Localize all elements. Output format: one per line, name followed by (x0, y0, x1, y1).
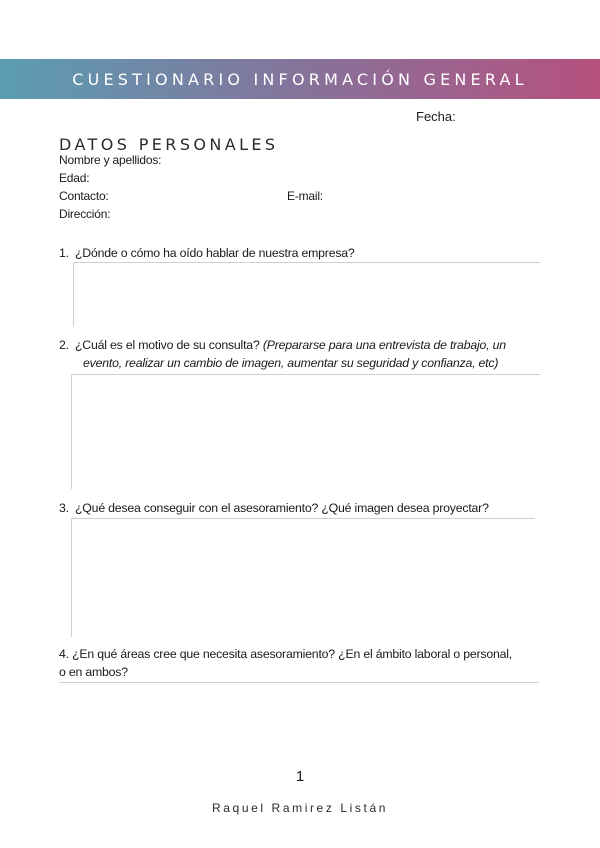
question-2 (59, 336, 506, 372)
question-text: ¿Cuál es el motivo de su consulta? (75, 338, 260, 352)
email-field-label: E-mail: (287, 189, 323, 203)
section-title-personal-data: DATOS PERSONALES (59, 135, 279, 154)
question-number: 1. (59, 246, 69, 260)
answer-box-2[interactable] (71, 374, 540, 489)
question-number: 4. (59, 647, 69, 661)
question-example-line1: (Prepararse para una entrevista de trabajo, un (262, 338, 506, 352)
page-number: 1 (295, 768, 305, 785)
contact-field-label: Contacto: (59, 189, 109, 203)
age-field-label: Edad: (59, 171, 90, 185)
question-1 (59, 244, 355, 262)
name-field-label: Nombre y apellidos: (59, 153, 162, 167)
author-footer: Raquel Ramirez Listán (212, 801, 388, 815)
question-text: ¿Dónde o cómo ha oído hablar de nuestra empresa? (75, 246, 355, 260)
question-number: 2. (59, 338, 69, 352)
question-3 (59, 499, 489, 517)
address-field-label: Dirección: (59, 207, 111, 221)
question-text-line2: o en ambos? (59, 665, 128, 679)
page-title: CUESTIONARIO INFORMACIÓN GENERAL (72, 69, 528, 89)
answer-box-3[interactable] (71, 518, 535, 637)
date-label: Fecha: (416, 109, 456, 124)
header-banner (0, 59, 600, 99)
question-example-line2: evento, realizar un cambio de imagen, aumentar su seguridad y confianza, etc) (83, 356, 499, 370)
answer-line-4[interactable] (59, 682, 539, 683)
question-text: ¿Qué desea conseguir con el asesoramiento? ¿Qué imagen desea proyectar? (75, 501, 489, 515)
question-number: 3. (59, 501, 69, 515)
answer-box-1[interactable] (73, 262, 540, 327)
question-text-line1: ¿En qué áreas cree que necesita asesoramiento? ¿En el ámbito laboral o personal, (72, 647, 513, 661)
question-4 (59, 645, 512, 681)
